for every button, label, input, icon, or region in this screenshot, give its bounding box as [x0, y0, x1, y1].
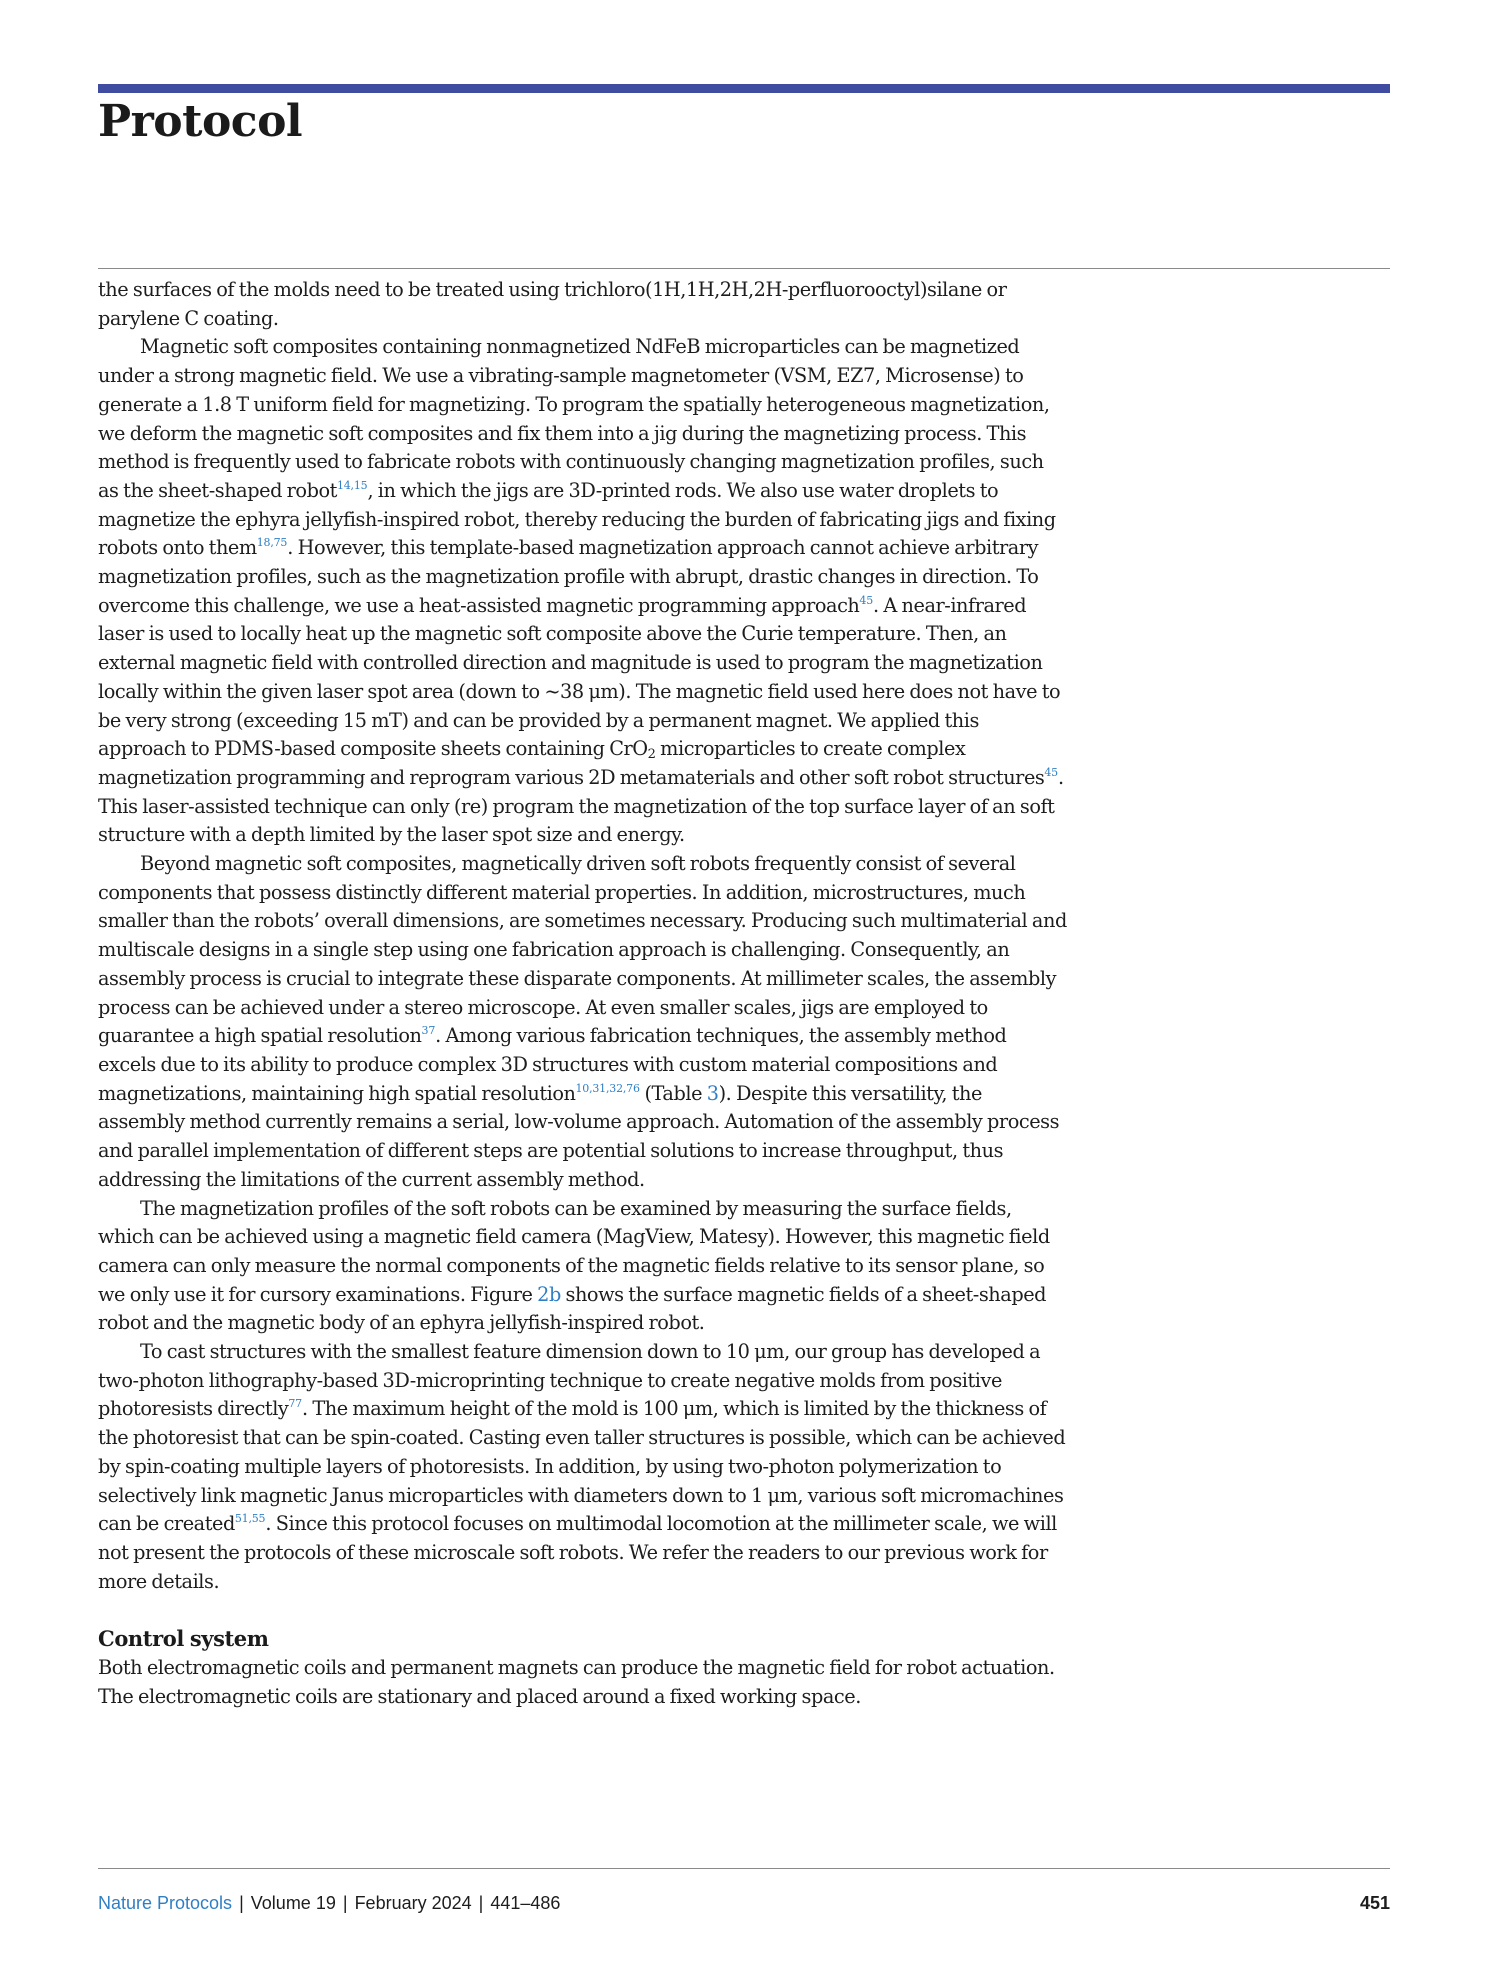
citation-link[interactable]: 77 — [288, 1397, 302, 1411]
chemical-subscript: 2 — [647, 747, 656, 763]
paragraph-4 — [98, 1195, 1068, 1339]
citation-link[interactable]: 14,15 — [336, 478, 368, 492]
text-run: . However, this template-based magnetization approach cannot achieve arbitrary magnetization profiles, such as the magnetization profile with abrupt, drastic changes in direction. To overcome this challenge, we use a heat-assisted magnetic programming approach — [98, 536, 1039, 617]
text-run: . Among various fabrication techniques, the assembly method excels due to its ability to produce complex 3D structures with custom material compositions and magnetizations, maintaining high spatial resolution — [98, 1024, 1007, 1105]
paragraph-3 — [98, 850, 1068, 1194]
paragraph-6 — [98, 1654, 1068, 1711]
page-number: 451 — [1359, 1893, 1390, 1913]
page-title: Protocol — [98, 96, 303, 147]
paragraph-2 — [98, 333, 1068, 850]
citation-link[interactable]: 45 — [859, 593, 873, 607]
page-footer — [98, 1890, 1390, 1916]
text-run: Both electromagnetic coils and permanent magnets can produce the magnetic field for robot actuation. The electromagnetic coils are stationary and placed around a fixed working space. — [98, 1656, 1055, 1709]
text-run: . A near-infrared laser is used to locally heat up the magnetic soft composite above the Curie temperature. Then, an external magnetic field with controlled direction and magnitude is used to program the magnetization locally within the given laser spot area (down to ~38 μm). The magnetic field used here does not have to be very strong (exceeding 15 mT) and can be provided by a permanent magnet. We applied this approach to PDMS-based composite sheets containing CrO — [98, 593, 1061, 761]
footer-separator: | — [342, 1893, 348, 1913]
page-range: 441–486 — [490, 1893, 561, 1913]
text-run: Beyond magnetic soft composites, magnetically driven soft robots frequently consist of several components that possess distinctly different material properties. In addition, microstructures, much smaller than the robots’ overall dimensions, are sometimes necessary. Producing such multimaterial and multiscale designs in a single step using one fabrication approach is challenging. Consequently, an assembly process is crucial to integrate these disparate components. At millimeter scales, the assembly process can be achieved under a stereo microscope. At even smaller scales, jigs are employed to guarantee a high spatial resolution — [98, 852, 1067, 1048]
text-run: shows the surface magnetic fields of a sheet-shaped robot and the magnetic body of an ephyra jellyfish-inspired robot. — [98, 1282, 1047, 1335]
issue-date: February 2024 — [354, 1893, 472, 1913]
text-run: the surfaces of the molds need to be treated using trichloro(1H,1H,2H,2H-perfluorooctyl)silane or parylene C coating. — [98, 278, 1007, 330]
citation-link[interactable]: 37 — [421, 1024, 436, 1038]
volume-label: Volume 19 — [250, 1893, 336, 1913]
text-run: To cast structures with the smallest feature dimension down to 10 μm, our group has developed a two-photon lithography-based 3D-microprinting technique to create negative molds from positive photoresists directly — [98, 1340, 1041, 1421]
text-run: , in which the jigs are 3D-printed rods. We also use water droplets to magnetize the ephyra jellyfish-inspired robot, thereby reducing the burden of fabricating jigs and fixing robots onto them — [98, 478, 1056, 560]
table-link[interactable]: 3 — [706, 1081, 719, 1105]
text-run: ). Despite this versatility, the assembly method currently remains a serial, low-volume approach. Automation of the assembly process and parallel implementation of different steps are potential solutions to increase throughput, thus addressing the limitations of the current assembly method. — [98, 1081, 1060, 1191]
citation-link[interactable]: 18,75 — [256, 536, 288, 550]
text-run: . This laser-assisted technique can only (re) program the magnetization of the top surface layer of an soft structure with a depth limited by the laser spot size and energy. — [98, 765, 1064, 847]
journal-name-link[interactable]: Nature Protocols — [98, 1893, 233, 1913]
article-body — [98, 276, 1068, 1712]
text-run: (Table — [639, 1081, 707, 1105]
footer-separator: | — [239, 1893, 244, 1913]
footer-separator: | — [478, 1893, 484, 1913]
section-heading: Control system — [98, 1626, 269, 1652]
figure-link[interactable]: 2b — [537, 1282, 561, 1306]
citation-link[interactable]: 51,55 — [234, 1512, 266, 1526]
text-run: . The maximum height of the mold is 100 μm, which is limited by the thickness of the photoresist that can be spin-coated. Casting even taller structures is possible, which can be achieved by spin-coating multiple layers of photoresists. In addition, by using two-photon polymerization to selectively link magnetic Janus microparticles with diameters down to 1 μm, various soft micromachines can be created — [98, 1397, 1066, 1536]
paragraph-5 — [98, 1338, 1068, 1596]
paragraph-1 — [98, 276, 1068, 333]
citation-link[interactable]: 45 — [1044, 765, 1058, 779]
text-run: microparticles to create complex magnetization programming and reprogram various 2D metamaterials and other soft robot structures — [98, 737, 1045, 789]
header-accent-bar — [98, 84, 1390, 93]
footer-divider — [98, 1868, 1390, 1869]
text-run: . Since this protocol focuses on multimodal locomotion at the millimeter scale, we will not present the protocols of these microscale soft robots. We refer the readers to our previous work for more details. — [98, 1512, 1057, 1593]
text-run: The magnetization profiles of the soft robots can be examined by measuring the surface fields, which can be achieved using a magnetic field camera (MagView, Matesy). However, this magnetic field camera can only measure the normal components of the magnetic fields relative to its sensor plane, so we only use it for cursory examinations. Figure — [98, 1196, 1050, 1306]
citation-link[interactable]: 10,31,32,76 — [575, 1081, 640, 1095]
header-divider — [98, 268, 1390, 269]
text-run: Magnetic soft composites containing nonmagnetized NdFeB microparticles can be magnetized under a strong magnetic field. We use a vibrating-sample magnetometer (VSM, EZ7, Microsense) to generate a 1.8 T uniform field for magnetizing. To program the spatially heterogeneous magnetization, we deform the magnetic soft composites and fix them into a jig during the magnetizing process. This method is frequently used to fabricate robots with continuously changing magnetization profiles, such as the sheet-shaped robot — [98, 335, 1050, 502]
